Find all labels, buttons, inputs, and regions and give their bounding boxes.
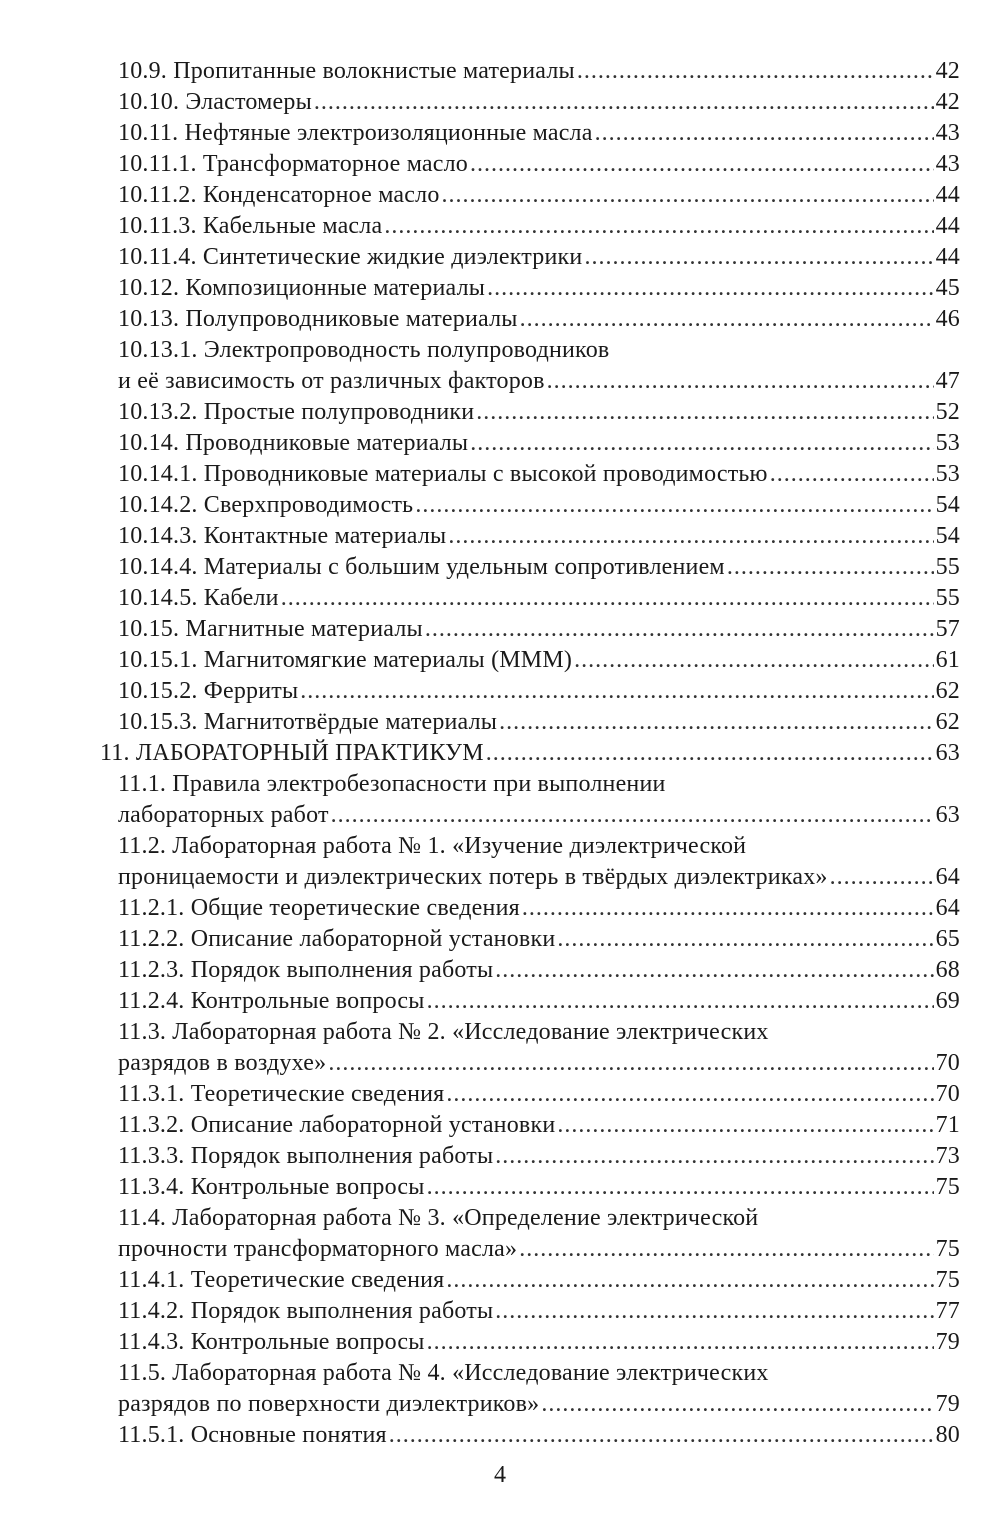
toc-entry-title: 11.4.1. Теоретические сведения <box>118 1267 445 1293</box>
toc-entry-title: проницаемости и диэлектрических потерь в твёрдых диэлектриках» <box>118 864 828 890</box>
toc-entry-page: 43 <box>935 151 960 177</box>
toc-leader-dots <box>300 676 933 707</box>
toc-entry-title: разрядов по поверхности диэлектриков» <box>118 1391 540 1417</box>
toc-entry-title: 10.11.3. Кабельные масла <box>118 213 383 239</box>
toc-entry <box>100 1017 960 1048</box>
toc-entry-page: 63 <box>935 740 960 766</box>
toc-entry-title: 11.4. Лабораторная работа № 3. «Определение электрической <box>118 1205 759 1231</box>
toc-entry <box>100 56 960 87</box>
toc-entry-title: 11.2.3. Порядок выполнения работы <box>118 957 494 983</box>
toc-leader-dots <box>520 304 934 335</box>
toc-entry <box>100 180 960 211</box>
toc-entry-title: 11.3.3. Порядок выполнения работы <box>118 1143 494 1169</box>
toc-entry-page: 42 <box>935 58 960 84</box>
toc-entry <box>100 242 960 273</box>
toc-entry-page: 53 <box>935 461 960 487</box>
toc-entry <box>100 304 960 335</box>
toc-leader-dots <box>541 1389 933 1420</box>
toc-entry-page: 55 <box>935 554 960 580</box>
toc-entry <box>100 87 960 118</box>
toc-entry-page: 77 <box>935 1298 960 1324</box>
toc-leader-dots <box>595 118 934 149</box>
toc-leader-dots <box>495 1296 933 1327</box>
toc-entry <box>100 521 960 552</box>
toc-entry-page: 71 <box>935 1112 960 1138</box>
toc-leader-dots <box>331 800 934 831</box>
toc-entry <box>100 1296 960 1327</box>
toc-entry-title: 10.15. Магнитные материалы <box>118 616 423 642</box>
toc-entry-page: 79 <box>935 1329 960 1355</box>
toc-leader-dots <box>470 149 934 180</box>
toc-entry-title: 11.1. Правила электробезопасности при выполнении <box>118 771 666 797</box>
toc-leader-dots <box>727 552 934 583</box>
toc-entry-title: 11.2.4. Контрольные вопросы <box>118 988 425 1014</box>
toc-entry-title: разрядов в воздухе» <box>118 1050 327 1076</box>
toc-entry-page: 64 <box>935 864 960 890</box>
toc-leader-dots <box>448 521 933 552</box>
toc-entry <box>100 769 960 800</box>
toc-entry-title: 11.2.2. Описание лабораторной установки <box>118 926 556 952</box>
toc-entry-page: 53 <box>935 430 960 456</box>
toc-entry <box>100 583 960 614</box>
toc-entry <box>100 335 960 366</box>
toc-leader-dots <box>384 211 933 242</box>
toc-entry <box>100 1203 960 1234</box>
toc-leader-dots <box>557 924 933 955</box>
toc-entry <box>100 862 960 893</box>
toc-entry-title: 10.14.4. Материалы с большим удельным сопротивлением <box>118 554 725 580</box>
toc-entry-title: 10.11.4. Синтетические жидкие диэлектрики <box>118 244 583 270</box>
toc-entry <box>100 1265 960 1296</box>
toc-leader-dots <box>487 273 934 304</box>
toc-leader-dots <box>476 397 933 428</box>
toc-entry-page: 44 <box>935 244 960 270</box>
page-number: 4 <box>494 1462 506 1488</box>
toc-leader-dots <box>486 738 934 769</box>
toc-entry-page: 62 <box>935 709 960 735</box>
toc-entry-page: 65 <box>935 926 960 952</box>
toc-entry <box>100 986 960 1017</box>
toc-entry-page: 52 <box>935 399 960 425</box>
toc-entry-page: 70 <box>935 1050 960 1076</box>
toc-leader-dots <box>328 1048 933 1079</box>
toc-entry-title: 10.10. Эластомеры <box>118 89 312 115</box>
toc-leader-dots <box>415 490 933 521</box>
toc-entry-page: 69 <box>935 988 960 1014</box>
toc-leader-dots <box>427 1327 934 1358</box>
toc-entry <box>100 1389 960 1420</box>
toc-entry-page: 63 <box>935 802 960 828</box>
toc-entry-page: 79 <box>935 1391 960 1417</box>
toc-entry-title: 11.3. Лабораторная работа № 2. «Исследование электрических <box>118 1019 769 1045</box>
toc-leader-dots <box>389 1420 934 1451</box>
toc-leader-dots <box>470 428 933 459</box>
toc-entry-page: 68 <box>935 957 960 983</box>
toc-entry-page: 43 <box>935 120 960 146</box>
toc-entry-title: 11.4.3. Контрольные вопросы <box>118 1329 425 1355</box>
toc-entry-page: 45 <box>935 275 960 301</box>
toc-entry-page: 55 <box>935 585 960 611</box>
toc-leader-dots <box>495 1141 933 1172</box>
toc-entry <box>100 1141 960 1172</box>
toc-entry-page: 44 <box>935 182 960 208</box>
toc-entry <box>100 149 960 180</box>
toc-entry-title: 10.15.2. Ферриты <box>118 678 299 704</box>
toc-entry <box>100 1172 960 1203</box>
toc-entry-page: 57 <box>935 616 960 642</box>
toc-entry-title: 10.15.3. Магнитотвёрдые материалы <box>118 709 498 735</box>
toc-entry-page: 42 <box>935 89 960 115</box>
toc-entry <box>100 738 960 769</box>
toc-entry <box>100 893 960 924</box>
toc-entry <box>100 1358 960 1389</box>
toc-entry <box>100 490 960 521</box>
toc-entry-page: 64 <box>935 895 960 921</box>
toc-entry-title: 10.13. Полупроводниковые материалы <box>118 306 518 332</box>
toc-entry-page: 47 <box>935 368 960 394</box>
toc-entry <box>100 118 960 149</box>
toc-entry-page: 44 <box>935 213 960 239</box>
toc-leader-dots <box>547 366 934 397</box>
toc-entry <box>100 397 960 428</box>
toc-entry <box>100 1420 960 1451</box>
toc-leader-dots <box>314 87 934 118</box>
toc-entry-title: 10.15.1. Магнитомягкие материалы (МММ) <box>118 647 573 673</box>
toc-entry-title: прочности трансформаторного масла» <box>118 1236 518 1262</box>
toc-entry <box>100 273 960 304</box>
toc-entry <box>100 645 960 676</box>
toc-entry-title: 10.13.2. Простые полупроводники <box>118 399 475 425</box>
toc-entry <box>100 800 960 831</box>
toc-leader-dots <box>495 955 933 986</box>
toc-leader-dots <box>427 1172 934 1203</box>
toc-entry <box>100 552 960 583</box>
toc-entry-title: 10.11.1. Трансформаторное масло <box>118 151 469 177</box>
toc-entry-page: 70 <box>935 1081 960 1107</box>
toc-entry <box>100 1234 960 1265</box>
toc-entry-title: 11.3.1. Теоретические сведения <box>118 1081 445 1107</box>
toc-entry <box>100 955 960 986</box>
toc-leader-dots <box>557 1110 933 1141</box>
toc-entry-title: 10.14. Проводниковые материалы <box>118 430 469 456</box>
toc-entry-page: 62 <box>935 678 960 704</box>
toc-entry-title: 11. ЛАБОРАТОРНЫЙ ПРАКТИКУМ <box>100 740 484 766</box>
toc-leader-dots <box>770 459 934 490</box>
toc-entry-page: 61 <box>935 647 960 673</box>
toc-entry-page: 75 <box>935 1267 960 1293</box>
toc-entry-title: 10.14.2. Сверхпроводимость <box>118 492 414 518</box>
toc-leader-dots <box>281 583 934 614</box>
table-of-contents <box>100 56 960 1451</box>
toc-entry-title: 10.9. Пропитанные волокнистые материалы <box>118 58 575 84</box>
toc-entry-title: 10.14.3. Контактные материалы <box>118 523 447 549</box>
toc-entry-title: 10.14.5. Кабели <box>118 585 279 611</box>
toc-entry-page: 73 <box>935 1143 960 1169</box>
toc-entry <box>100 459 960 490</box>
toc-leader-dots <box>499 707 933 738</box>
toc-entry <box>100 924 960 955</box>
toc-entry-page: 54 <box>935 523 960 549</box>
toc-entry <box>100 707 960 738</box>
toc-entry-title: 11.5.1. Основные понятия <box>118 1422 387 1448</box>
toc-entry-page: 75 <box>935 1236 960 1262</box>
toc-entry <box>100 1110 960 1141</box>
toc-leader-dots <box>519 1234 933 1265</box>
toc-entry-title: 10.12. Композиционные материалы <box>118 275 486 301</box>
toc-leader-dots <box>584 242 933 273</box>
toc-entry-title: 11.3.4. Контрольные вопросы <box>118 1174 425 1200</box>
toc-entry-page: 80 <box>935 1422 960 1448</box>
toc-leader-dots <box>522 893 934 924</box>
toc-entry <box>100 676 960 707</box>
toc-entry-title: 10.14.1. Проводниковые материалы с высокой проводимостью <box>118 461 768 487</box>
toc-entry <box>100 1048 960 1079</box>
toc-entry-title: 10.11.2. Конденсаторное масло <box>118 182 440 208</box>
toc-leader-dots <box>427 986 934 1017</box>
toc-leader-dots <box>577 56 934 87</box>
toc-entry <box>100 1079 960 1110</box>
toc-entry-title: 11.2.1. Общие теоретические сведения <box>118 895 520 921</box>
toc-entry-title: 10.11. Нефтяные электроизоляционные масла <box>118 120 593 146</box>
toc-leader-dots <box>425 614 934 645</box>
toc-entry-title: 11.4.2. Порядок выполнения работы <box>118 1298 494 1324</box>
toc-entry <box>100 614 960 645</box>
toc-entry-title: 10.13.1. Электропроводность полупроводников <box>118 337 610 363</box>
toc-leader-dots <box>446 1265 933 1296</box>
toc-entry-title: и её зависимость от различных факторов <box>118 368 545 394</box>
toc-entry <box>100 211 960 242</box>
toc-leader-dots <box>446 1079 933 1110</box>
toc-entry-title: 11.3.2. Описание лабораторной установки <box>118 1112 556 1138</box>
toc-entry <box>100 1327 960 1358</box>
toc-entry <box>100 428 960 459</box>
toc-leader-dots <box>830 862 934 893</box>
toc-entry-title: 11.2. Лабораторная работа № 1. «Изучение диэлектрической <box>118 833 747 859</box>
toc-entry <box>100 366 960 397</box>
toc-entry-title: 11.5. Лабораторная работа № 4. «Исследование электрических <box>118 1360 769 1386</box>
toc-entry-page: 46 <box>935 306 960 332</box>
toc-entry-page: 75 <box>935 1174 960 1200</box>
toc-leader-dots <box>574 645 934 676</box>
toc-entry <box>100 831 960 862</box>
toc-leader-dots <box>442 180 934 211</box>
toc-entry-page: 54 <box>935 492 960 518</box>
toc-entry-title: лабораторных работ <box>118 802 329 828</box>
